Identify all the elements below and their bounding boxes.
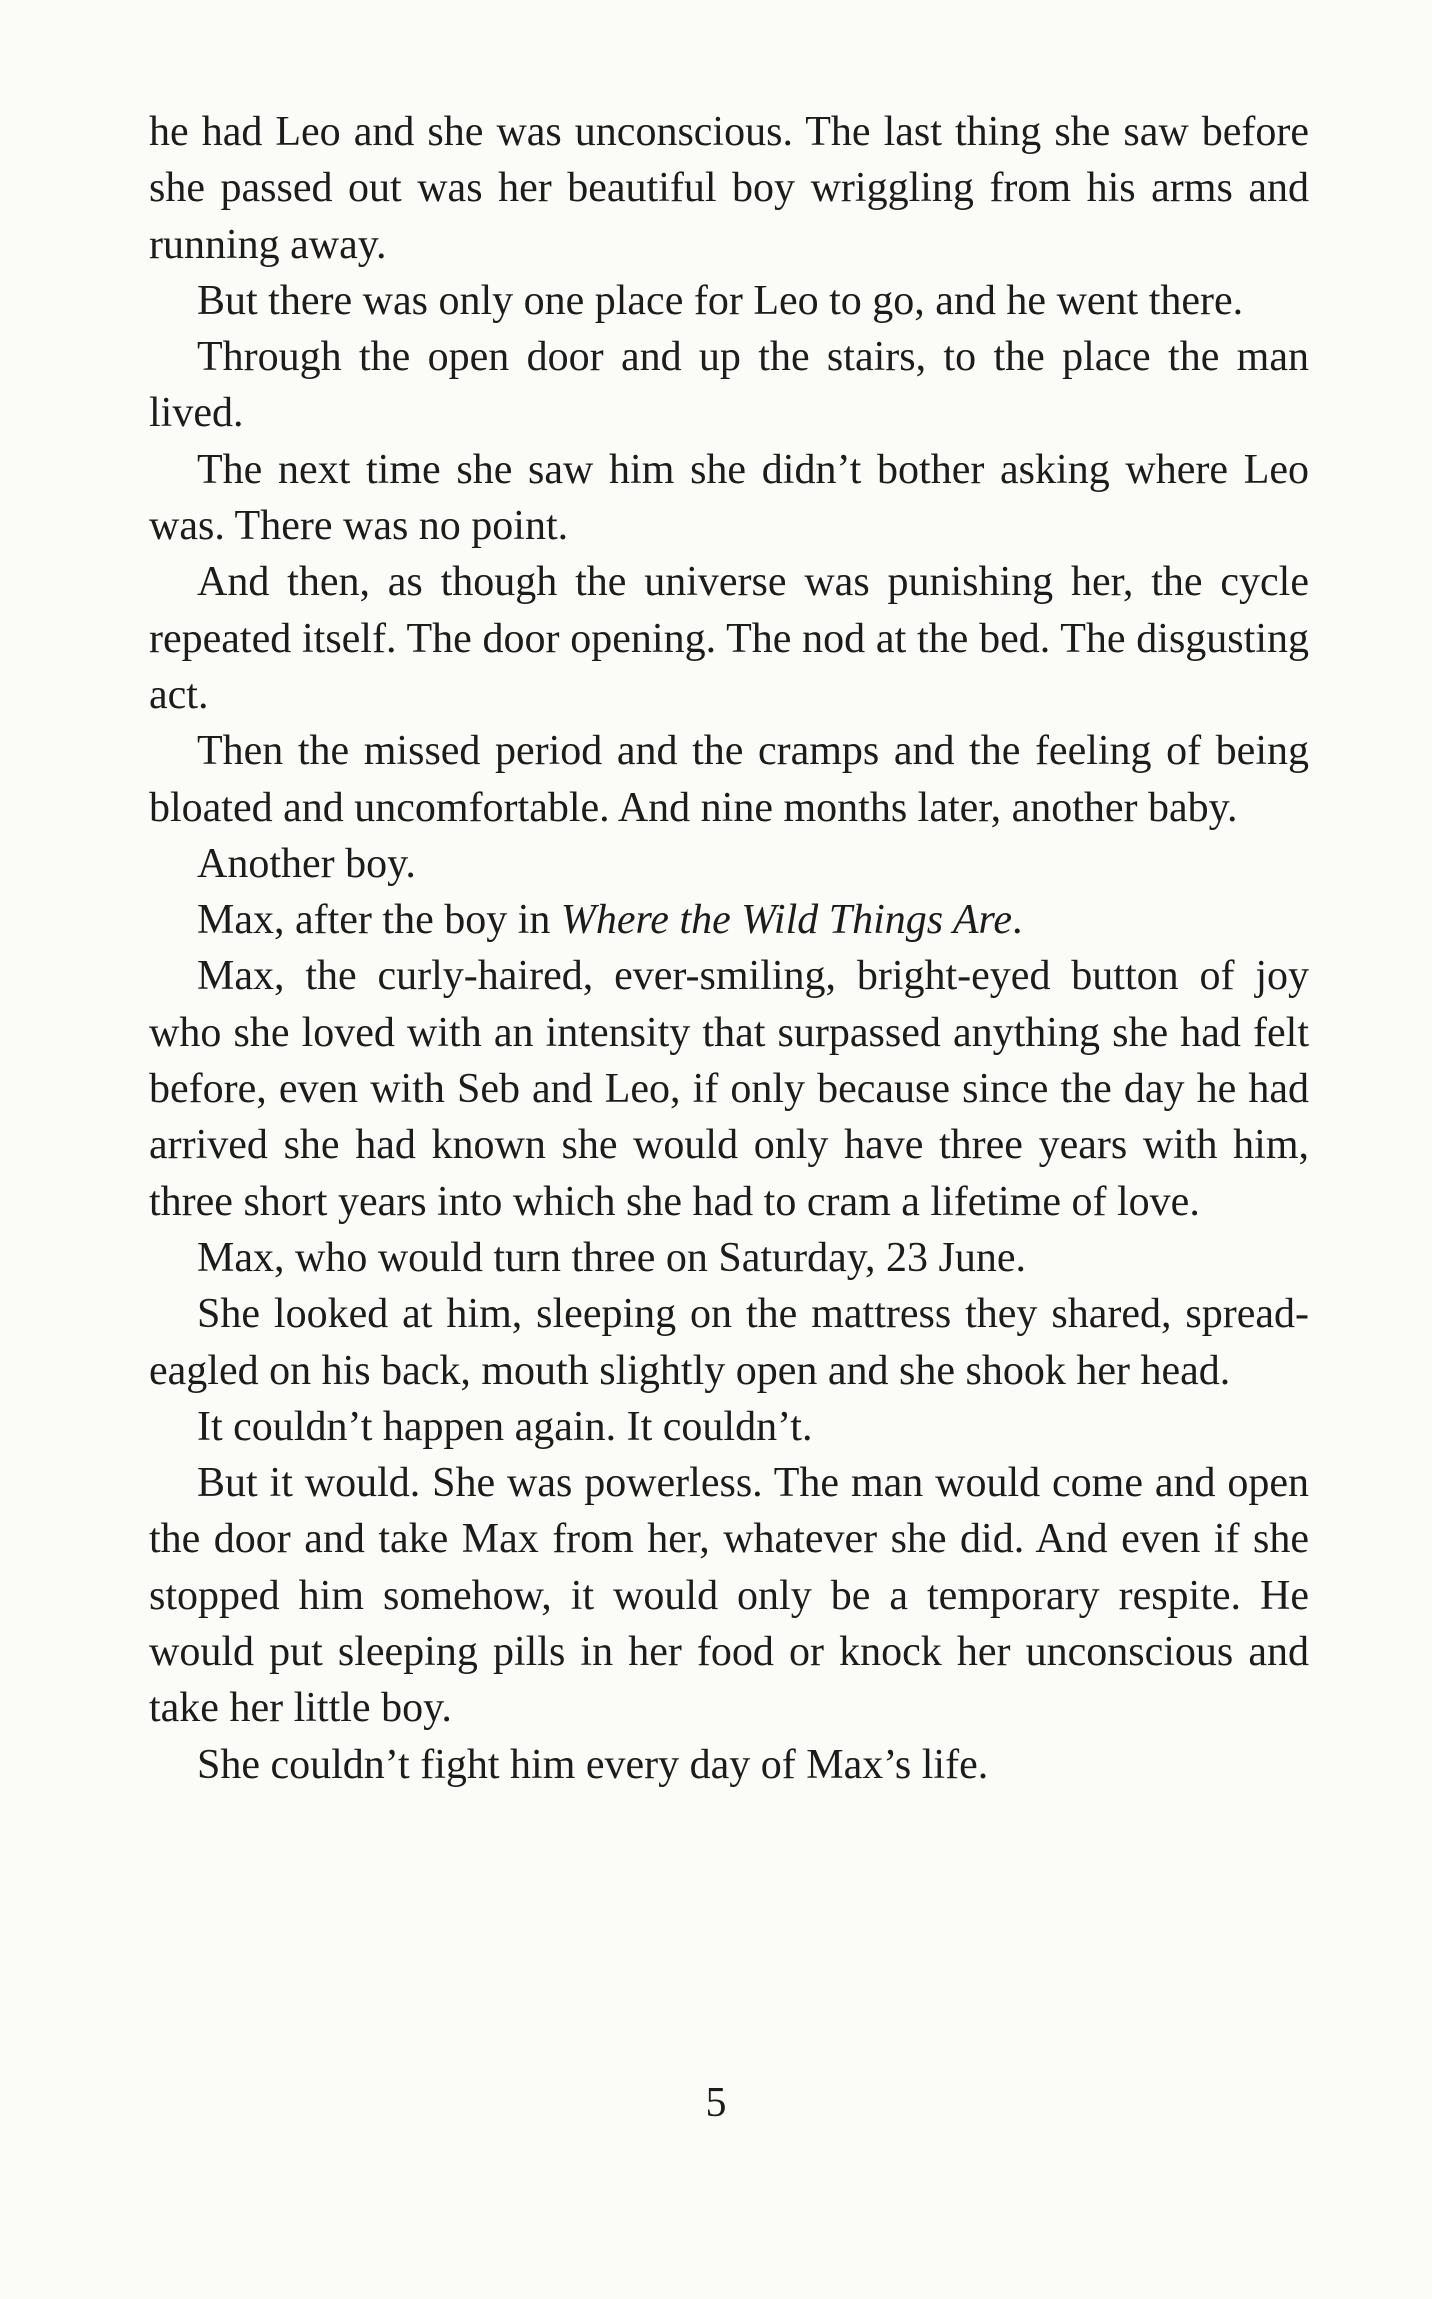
paragraph: She looked at him, sleeping on the mattress they shared, spread-eagled on his back, mouth slightly open and she shook her head. bbox=[149, 1291, 1309, 1394]
paragraph: Max, who would turn three on Saturday, 23 June. bbox=[197, 1234, 1026, 1281]
paragraph: Another boy. bbox=[197, 840, 416, 887]
paragraph-max-book bbox=[149, 892, 1309, 948]
text-run: Max, after the boy in bbox=[197, 897, 561, 944]
paragraph: Max, the curly-haired, ever-smiling, bright-eyed button of joy who she loved with an intensity that surpassed anything she had felt before, even with Seb and Leo, if only because since the day he had arrived she had known she would only have three years with him, three short years into which she had to cram a lifetime of love. bbox=[149, 953, 1309, 1225]
paragraph: And then, as though the universe was punishing her, the cycle repeated itself. The door opening. The nod at the bed. The disgusting act. bbox=[149, 559, 1309, 718]
page-body bbox=[149, 104, 1309, 1793]
paragraph: Through the open door and up the stairs, to the place the man lived. bbox=[149, 334, 1309, 437]
text-run: . bbox=[1011, 897, 1023, 944]
paragraph: he had Leo and she was unconscious. The last thing she saw before she passed out was her beautiful boy wriggling from his arms and running away. bbox=[149, 109, 1309, 268]
paragraph: But there was only one place for Leo to go, and he went there. bbox=[197, 277, 1244, 324]
paragraph: It couldn’t happen again. It couldn’t. bbox=[197, 1403, 813, 1450]
paragraph: But it would. She was powerless. The man would come and open the door and take Max from her, whatever she did. And even if she stopped him somehow, it would only be a temporary respite. He would put sleeping pills in her food or knock her unconscious and take her little boy. bbox=[149, 1460, 1309, 1732]
book-title: Where the Wild Things Are bbox=[560, 897, 1012, 944]
paragraph: She couldn’t fight him every day of Max’s life. bbox=[197, 1741, 989, 1788]
paragraph: The next time she saw him she didn’t bother asking where Leo was. There was no point. bbox=[149, 446, 1309, 550]
paragraph: Then the missed period and the cramps and the feeling of being bloated and uncomfortable. And nine months later, another baby. bbox=[149, 728, 1309, 831]
page-number: 5 bbox=[705, 2080, 727, 2126]
